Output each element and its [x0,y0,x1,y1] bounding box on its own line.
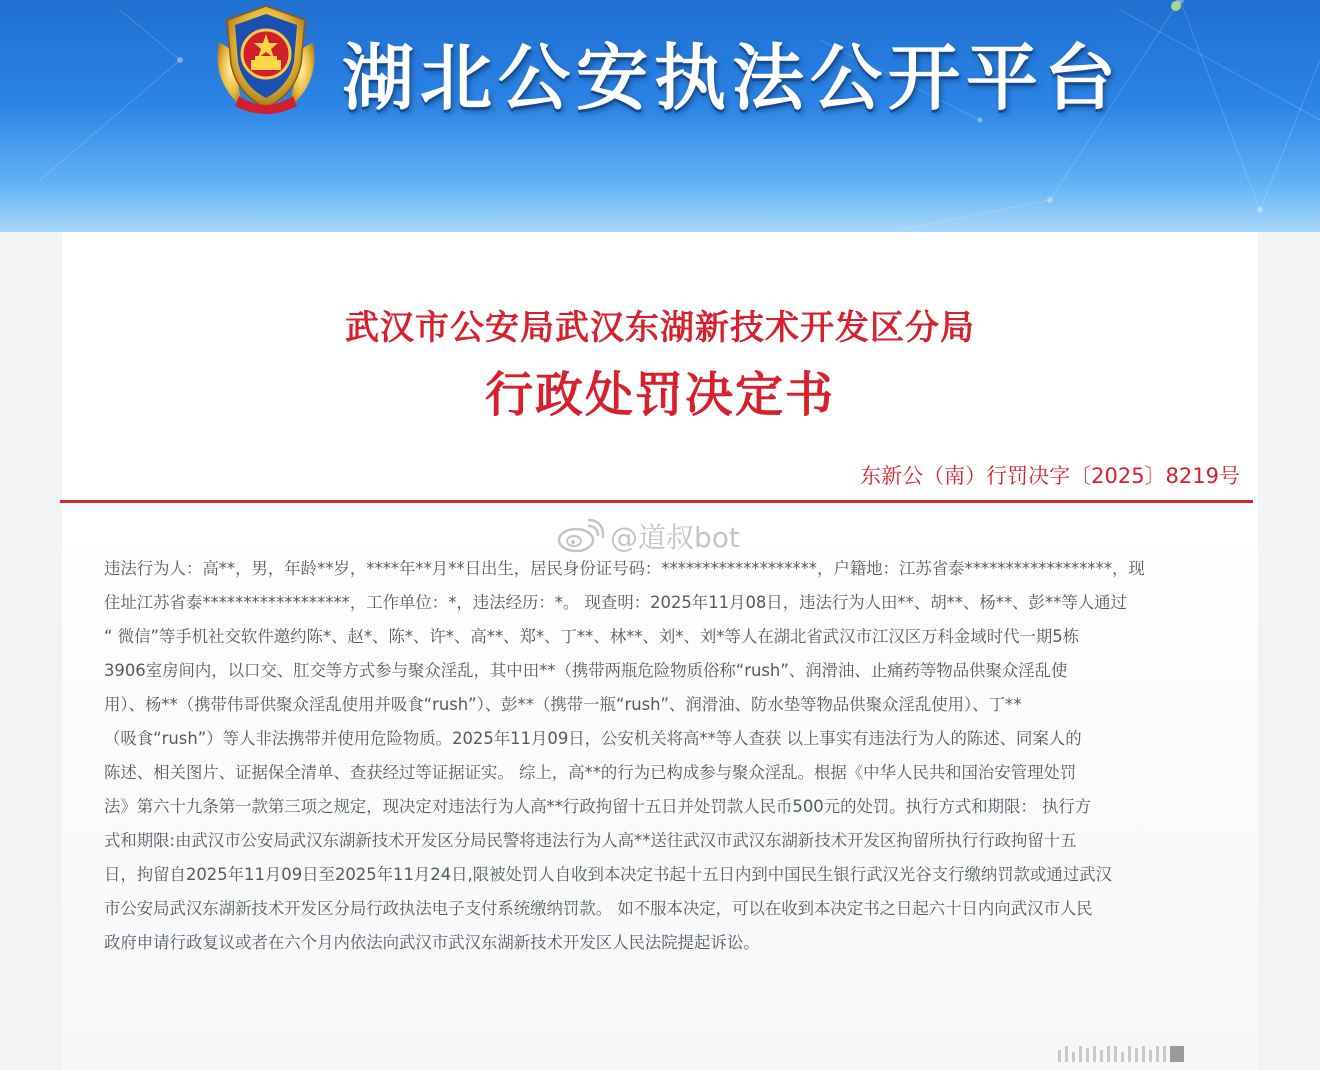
body-line: 法》第六十九条第一款第三项之规定，现决定对违法行为人高**行政拘留十五日并处罚款人民币500元的处罚。执行方式和期限： 执行方 [104,797,1092,816]
body-line: “ 微信”等手机社交软件邀约陈*、赵*、陈*、许*、高**、郑*、丁**、林**、刘*、刘*等人在湖北省武汉市江汉区万科金域时代一期5栋 [104,627,1080,646]
body-line: 住址江苏省泰******************，工作单位：*，违法经历：*。 现查明：2025年11月08日，违法行为人田**、胡**、杨**、彭**等人通过 [104,593,1127,612]
red-divider [60,500,1253,503]
police-emblem-icon [205,2,327,118]
body-line: 3906室房间内，以口交、肛交等方式参与聚众淫乱，其中田**（携带两瓶危险物质俗称“rush”、润滑油、止痛药等物品供聚众淫乱使 [104,661,1068,680]
body-line: 陈述、相关图片、证据保全清单、查获经过等证据证实。 综上，高**的行为已构成参与聚众淫乱。根据《中华人民共和国治安管理处罚 [104,763,1077,782]
document-title: 行政处罚决定书 [484,367,835,423]
corner-watermark-mark [1058,1044,1184,1062]
document-number: 东新公（南）行罚决字〔2025〕8219号 [860,464,1240,488]
body-line: 违法行为人：高**，男，年龄**岁，****年**月**日出生，居民身份证号码：*******************，户籍地：江苏省泰******************，现 [104,559,1145,578]
site-title: 湖北公安执法公开平台 [342,36,1123,120]
weibo-icon [556,518,604,554]
body-line: （吸食“rush”）等人非法携带并使用危险物质。2025年11月09日，公安机关将高**等人查获 以上事实有违法行为人的陈述、同案人的 [104,729,1082,748]
watermark-text: @道叔bot [610,521,740,554]
body-line: 日，拘留自2025年11月09日至2025年11月24日,限被处罚人自收到本决定书起十五日内到中国民生银行武汉光谷支行缴纳罚款或通过武汉 [104,865,1112,884]
body-line: 市公安局武汉东湖新技术开发区分局行政执法电子支付系统缴纳罚款。 如不服本决定，可以在收到本决定书之日起六十日内向武汉市人民 [104,899,1093,918]
body-line: 式和期限:由武汉市公安局武汉东湖新技术开发区分局民警将违法行为人高**送往武汉市武汉东湖新技术开发区拘留所执行行政拘留十五 [104,831,1077,850]
body-line: 政府申请行政复议或者在六个月内依法向武汉市武汉东湖新技术开发区人民法院提起诉讼。 [104,933,760,952]
body-line: 用）、杨**（携带伟哥供聚众淫乱使用并吸食“rush”）、彭**（携带一瓶“rush”、润滑油、防水垫等物品供聚众淫乱使用）、丁** [104,695,1022,714]
document-body [104,552,1212,960]
watermark [556,516,740,556]
issuing-authority: 武汉市公安局武汉东湖新技术开发区分局 [345,308,975,348]
site-banner [0,0,1320,232]
